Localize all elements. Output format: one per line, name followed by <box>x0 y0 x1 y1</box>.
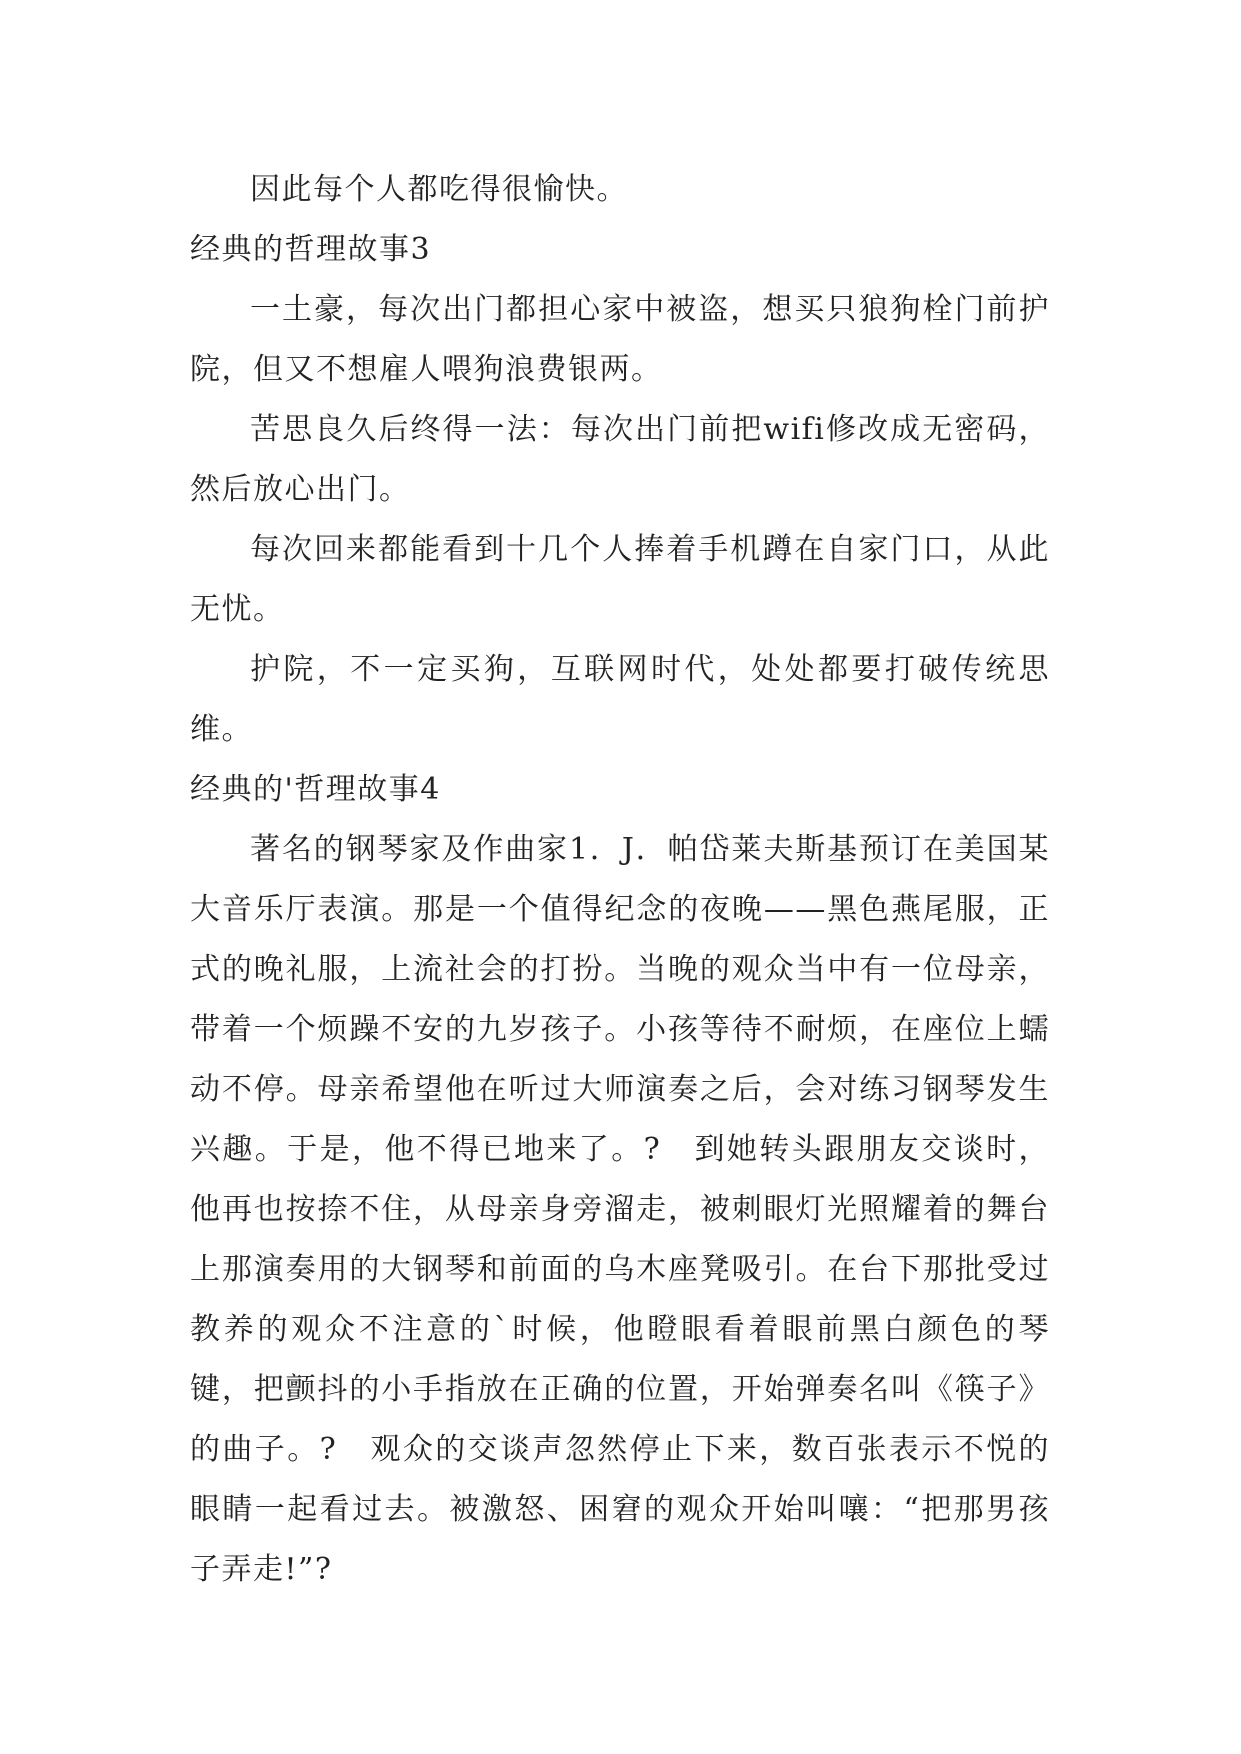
paragraph: 每次回来都能看到十几个人捧着手机蹲在自家门口，从此无忧。 <box>190 532 1050 627</box>
paragraph: 著名的钢琴家及作曲家1．J．帕岱莱夫斯基预订在美国某大音乐厅表演。那是一个值得纪念的夜晚——黑色燕尾服，正式的晚礼服，上流社会的打扮。当晚的观众当中有一位母亲，带着一个烦躁不安的九岁孩子。小孩等待不耐烦，在座位上蠕动不停。母亲希望他在听过大师演奏之后，会对练习钢琴发生兴趣。于是，他不得已地来了。? 到她转头跟朋友交谈时，他再也按捺不住，从母亲身旁溜走，被刺眼灯光照耀着的舞台上那演奏用的大钢琴和前面的乌木座凳吸引。在台下那批受过教养的观众不注意的`时候，他瞪眼看着眼前黑白颜色的琴键，把颤抖的小手指放在正确的位置，开始弹奏名叫《筷子》的曲子。? 观众的交谈声忽然停止下来，数百张表示不悦的眼睛一起看过去。被激怒、困窘的观众开始叫嚷：“把那男孩子弄走!”? <box>190 832 1050 1587</box>
section-heading: 经典的'哲理故事4 <box>190 772 441 807</box>
section-heading: 经典的哲理故事3 <box>190 232 432 267</box>
paragraph: 苦思良久后终得一法：每次出门前把wifi修改成无密码，然后放心出门。 <box>190 412 1050 507</box>
paragraph: 一土豪，每次出门都担心家中被盗，想买只狼狗栓门前护院，但又不想雇人喂狗浪费银两。 <box>190 292 1050 387</box>
paragraph: 因此每个人都吃得很愉快。 <box>250 172 628 207</box>
paragraph: 护院，不一定买狗，互联网时代，处处都要打破传统思维。 <box>190 652 1050 747</box>
document-body <box>190 160 1050 1600</box>
